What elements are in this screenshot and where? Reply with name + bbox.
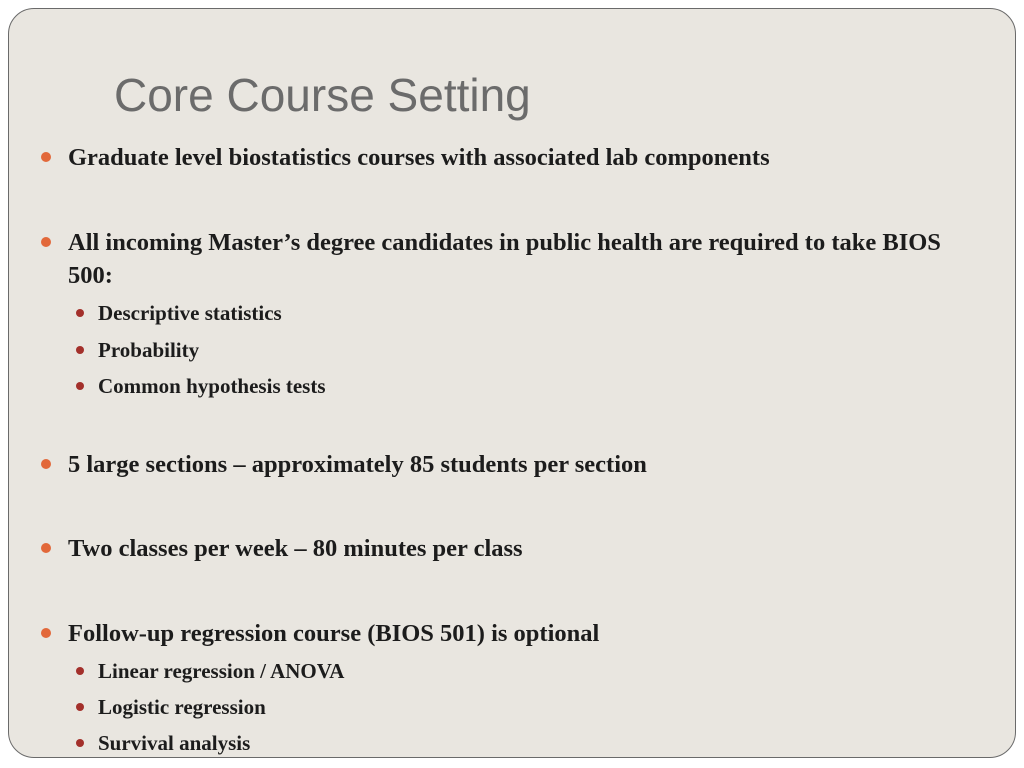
sub-bullet-dot-icon [76, 739, 84, 747]
sub-bullet-text: Survival analysis [98, 731, 251, 755]
sub-bullet-text: Logistic regression [98, 695, 266, 719]
bullet-text: All incoming Master’s degree candidates in public health are required to take BIOS 500: [68, 229, 941, 289]
sub-bullet-item [98, 299, 898, 327]
sub-bullet-dot-icon [76, 309, 84, 317]
bullet-dot-icon [41, 459, 51, 469]
bullet-dot-icon [41, 152, 51, 162]
sub-bullet-dot-icon [76, 703, 84, 711]
bullet-item [68, 617, 968, 650]
sub-bullet-item [98, 729, 898, 757]
sub-bullet-text: Probability [98, 338, 200, 362]
sub-bullet-dot-icon [76, 346, 84, 354]
bullet-dot-icon [41, 237, 51, 247]
bullet-item [68, 226, 968, 292]
sub-bullet-text: Descriptive statistics [98, 301, 282, 325]
sub-bullet-dot-icon [76, 382, 84, 390]
slide [8, 8, 1016, 758]
bullet-dot-icon [41, 543, 51, 553]
sub-bullet-item [98, 657, 898, 685]
sub-bullet-dot-icon [76, 667, 84, 675]
sub-bullet-item [98, 372, 898, 400]
bullet-text: Graduate level biostatistics courses with associated lab components [68, 144, 770, 171]
sub-bullet-text: Linear regression / ANOVA [98, 659, 345, 683]
sub-bullet-text: Common hypothesis tests [98, 374, 326, 398]
bullet-item [68, 448, 968, 481]
bullet-item [68, 141, 968, 174]
bullet-text: 5 large sections – approximately 85 students per section [68, 451, 647, 478]
bullet-text: Two classes per week – 80 minutes per class [68, 535, 523, 562]
slide-title: Core Course Setting [114, 69, 531, 121]
bullet-dot-icon [41, 628, 51, 638]
sub-bullet-item [98, 693, 898, 721]
bullet-text: Follow-up regression course (BIOS 501) is optional [68, 620, 600, 647]
sub-bullet-item [98, 336, 898, 364]
bullet-item [68, 532, 968, 565]
